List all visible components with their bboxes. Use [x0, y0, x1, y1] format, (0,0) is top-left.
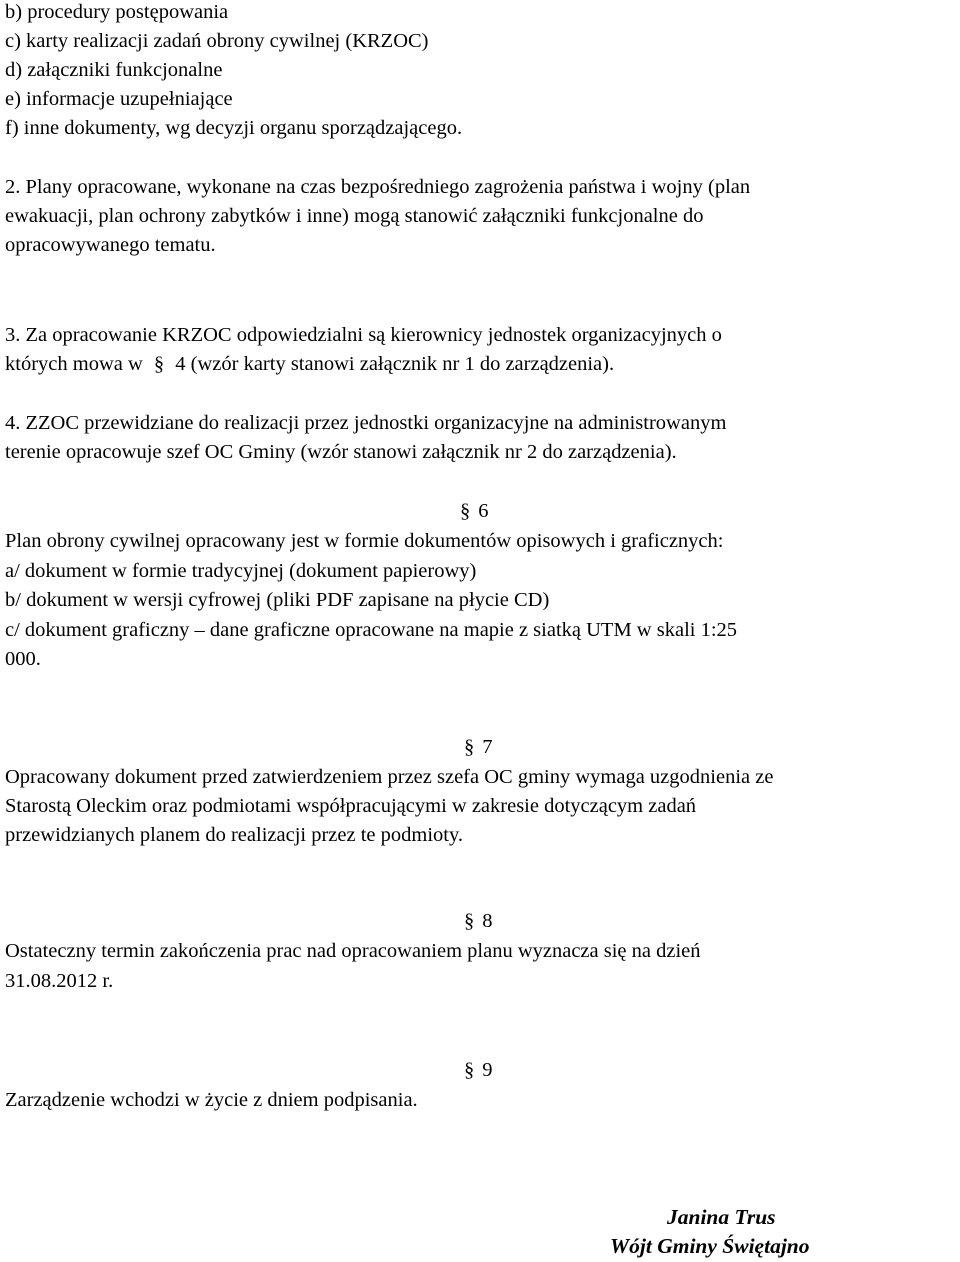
paragraph-4-line: 4. ZZOC przewidziane do realizacji przez jednostki organizacyjne na administrowanym: [5, 412, 727, 434]
section-heading-9: [464, 1060, 493, 1081]
list-item: c) karty realizacji zadań obrony cywilnej (KRZOC): [5, 30, 429, 52]
section-number: 6: [478, 500, 489, 522]
section-7-line: Starostą Oleckim oraz podmiotami współpracującymi w zakresie dotyczącym zadań: [5, 795, 697, 817]
section-heading-8: [464, 911, 493, 932]
section-symbol: §: [460, 500, 471, 522]
section-8-line: Ostateczny termin zakończenia prac nad opracowaniem planu wyznacza się na dzień: [5, 940, 701, 962]
list-item: d) załączniki funkcjonalne: [5, 59, 223, 81]
paragraph-4-line: terenie opracowuje szef OC Gminy (wzór stanowi załącznik nr 2 do zarządzenia).: [5, 441, 677, 463]
section-heading-7: [464, 737, 493, 758]
section-6-line: Plan obrony cywilnej opracowany jest w formie dokumentów opisowych i graficznych:: [5, 530, 724, 552]
paragraph-2-line: opracowywanego tematu.: [5, 234, 216, 256]
paragraph-3-text: których mowa w: [5, 353, 143, 375]
section-7-line: przewidzianych planem do realizacji przez te podmioty.: [5, 824, 464, 846]
section-6-line: a/ dokument w formie tradycyjnej (dokument papierowy): [5, 560, 477, 582]
paragraph-3-text: 4 (wzór karty stanowi załącznik nr 1 do zarządzenia).: [175, 353, 615, 375]
signature-title: Wójt Gminy Świętajno: [610, 1234, 810, 1258]
section-symbol: §: [464, 736, 475, 758]
section-number: 9: [482, 1059, 493, 1081]
paragraph-3-line: 3. Za opracowanie KRZOC odpowiedzialni są kierownicy jednostek organizacyjnych o: [5, 324, 722, 346]
paragraph-3-line: [5, 354, 614, 375]
section-9-line: Zarządzenie wchodzi w życie z dniem podpisania.: [5, 1089, 418, 1111]
section-heading-6: [460, 501, 489, 522]
section-8-line: 31.08.2012 r.: [5, 970, 114, 992]
section-7-line: Opracowany dokument przed zatwierdzeniem przez szefa OC gminy wymaga uzgodnienia ze: [5, 766, 774, 788]
list-item: b) procedury postępowania: [5, 1, 229, 23]
section-number: 8: [482, 910, 493, 932]
section-number: 7: [482, 736, 493, 758]
paragraph-2-line: 2. Plany opracowane, wykonane na czas bezpośredniego zagrożenia państwa i wojny (plan: [5, 176, 751, 198]
list-item: f) inne dokumenty, wg decyzji organu sporządzającego.: [5, 117, 463, 139]
section-symbol: §: [464, 1059, 475, 1081]
section-6-line: c/ dokument graficzny – dane graficzne opracowane na mapie z siatką UTM w skali 1:25: [5, 619, 738, 641]
section-6-line: 000.: [5, 648, 41, 670]
paragraph-2-line: ewakuacji, plan ochrony zabytków i inne) mogą stanowić załączniki funkcjonalne do: [5, 205, 704, 227]
section-symbol: §: [464, 910, 475, 932]
section-symbol: §: [153, 353, 165, 375]
section-6-line: b/ dokument w wersji cyfrowej (pliki PDF zapisane na płycie CD): [5, 589, 550, 611]
signature-name: Janina Trus: [667, 1205, 776, 1229]
list-item: e) informacje uzupełniające: [5, 88, 233, 110]
